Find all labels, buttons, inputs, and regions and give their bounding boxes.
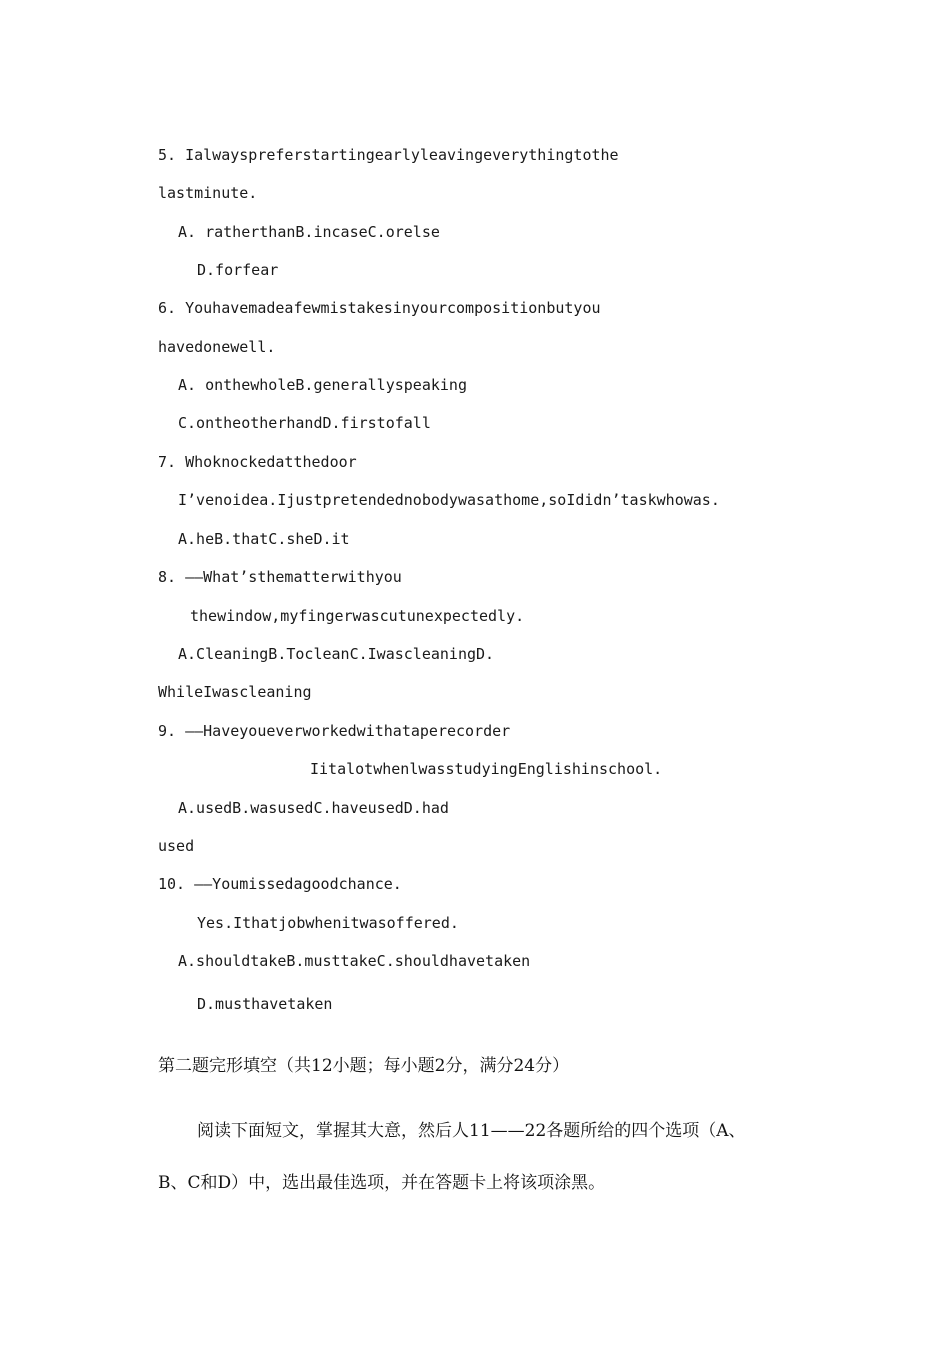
dialogue-reply: Yes.Ithatjobwhenitwasoffered. xyxy=(197,914,459,932)
question-stem: 10. ——Youmissedagoodchance. xyxy=(158,875,402,893)
answer-options: WhileIwascleaning xyxy=(158,683,312,701)
answer-options: A.shouldtakeB.musttakeC.shouldhavetaken xyxy=(178,952,531,970)
answer-options: A.CleaningB.TocleanC.IwascleaningD. xyxy=(178,645,495,663)
question-stem: 8. ——What’sthematterwithyou xyxy=(158,568,402,586)
answer-options: D.musthavetaken xyxy=(197,995,333,1013)
section-instructions-continued: B、C和D）中，选出最佳选项，并在答题卡上将该项涂黑。 xyxy=(158,1173,606,1193)
question-stem: 7. Whoknockedatthedoor xyxy=(158,453,357,471)
answer-options: A. onthewholeB.generallyspeaking xyxy=(178,376,467,394)
dialogue-reply: thewindow,myfingerwascutunexpectedly. xyxy=(190,607,525,625)
dialogue-reply: IitalotwhenlwasstudyingEnglishinschool. xyxy=(310,760,663,778)
question-stem: 5. Ialwayspreferstartingearlyleavingeverythingtothe xyxy=(158,146,619,164)
question-stem-continued: lastminute. xyxy=(158,184,258,202)
section-instructions: 阅读下面短文，掌握其大意，然后人11——22各题所给的四个选项（A、 xyxy=(197,1121,746,1141)
answer-options: A.usedB.wasusedC.haveusedD.had xyxy=(178,799,449,817)
answer-options: A. ratherthanB.incaseC.orelse xyxy=(178,223,440,241)
answer-options: C.ontheotherhandD.firstofall xyxy=(178,414,431,432)
answer-options: used xyxy=(158,837,195,855)
section-heading: 第二题完形填空（共12小题；每小题2分，满分24分） xyxy=(158,1056,570,1076)
answer-options: D.forfear xyxy=(197,261,279,279)
question-stem: 9. ——Haveyoueverworkedwithataperecorder xyxy=(158,722,511,740)
dialogue-reply: I’venoidea.Ijustpretendednobodywasathome,soIdidn’taskwhowas. xyxy=(178,491,720,509)
question-stem: 6. Youhavemadeafewmistakesinyourcompositionbutyou xyxy=(158,299,601,317)
answer-options: A.heB.thatC.sheD.it xyxy=(178,530,350,548)
question-stem-continued: havedonewell. xyxy=(158,338,276,356)
